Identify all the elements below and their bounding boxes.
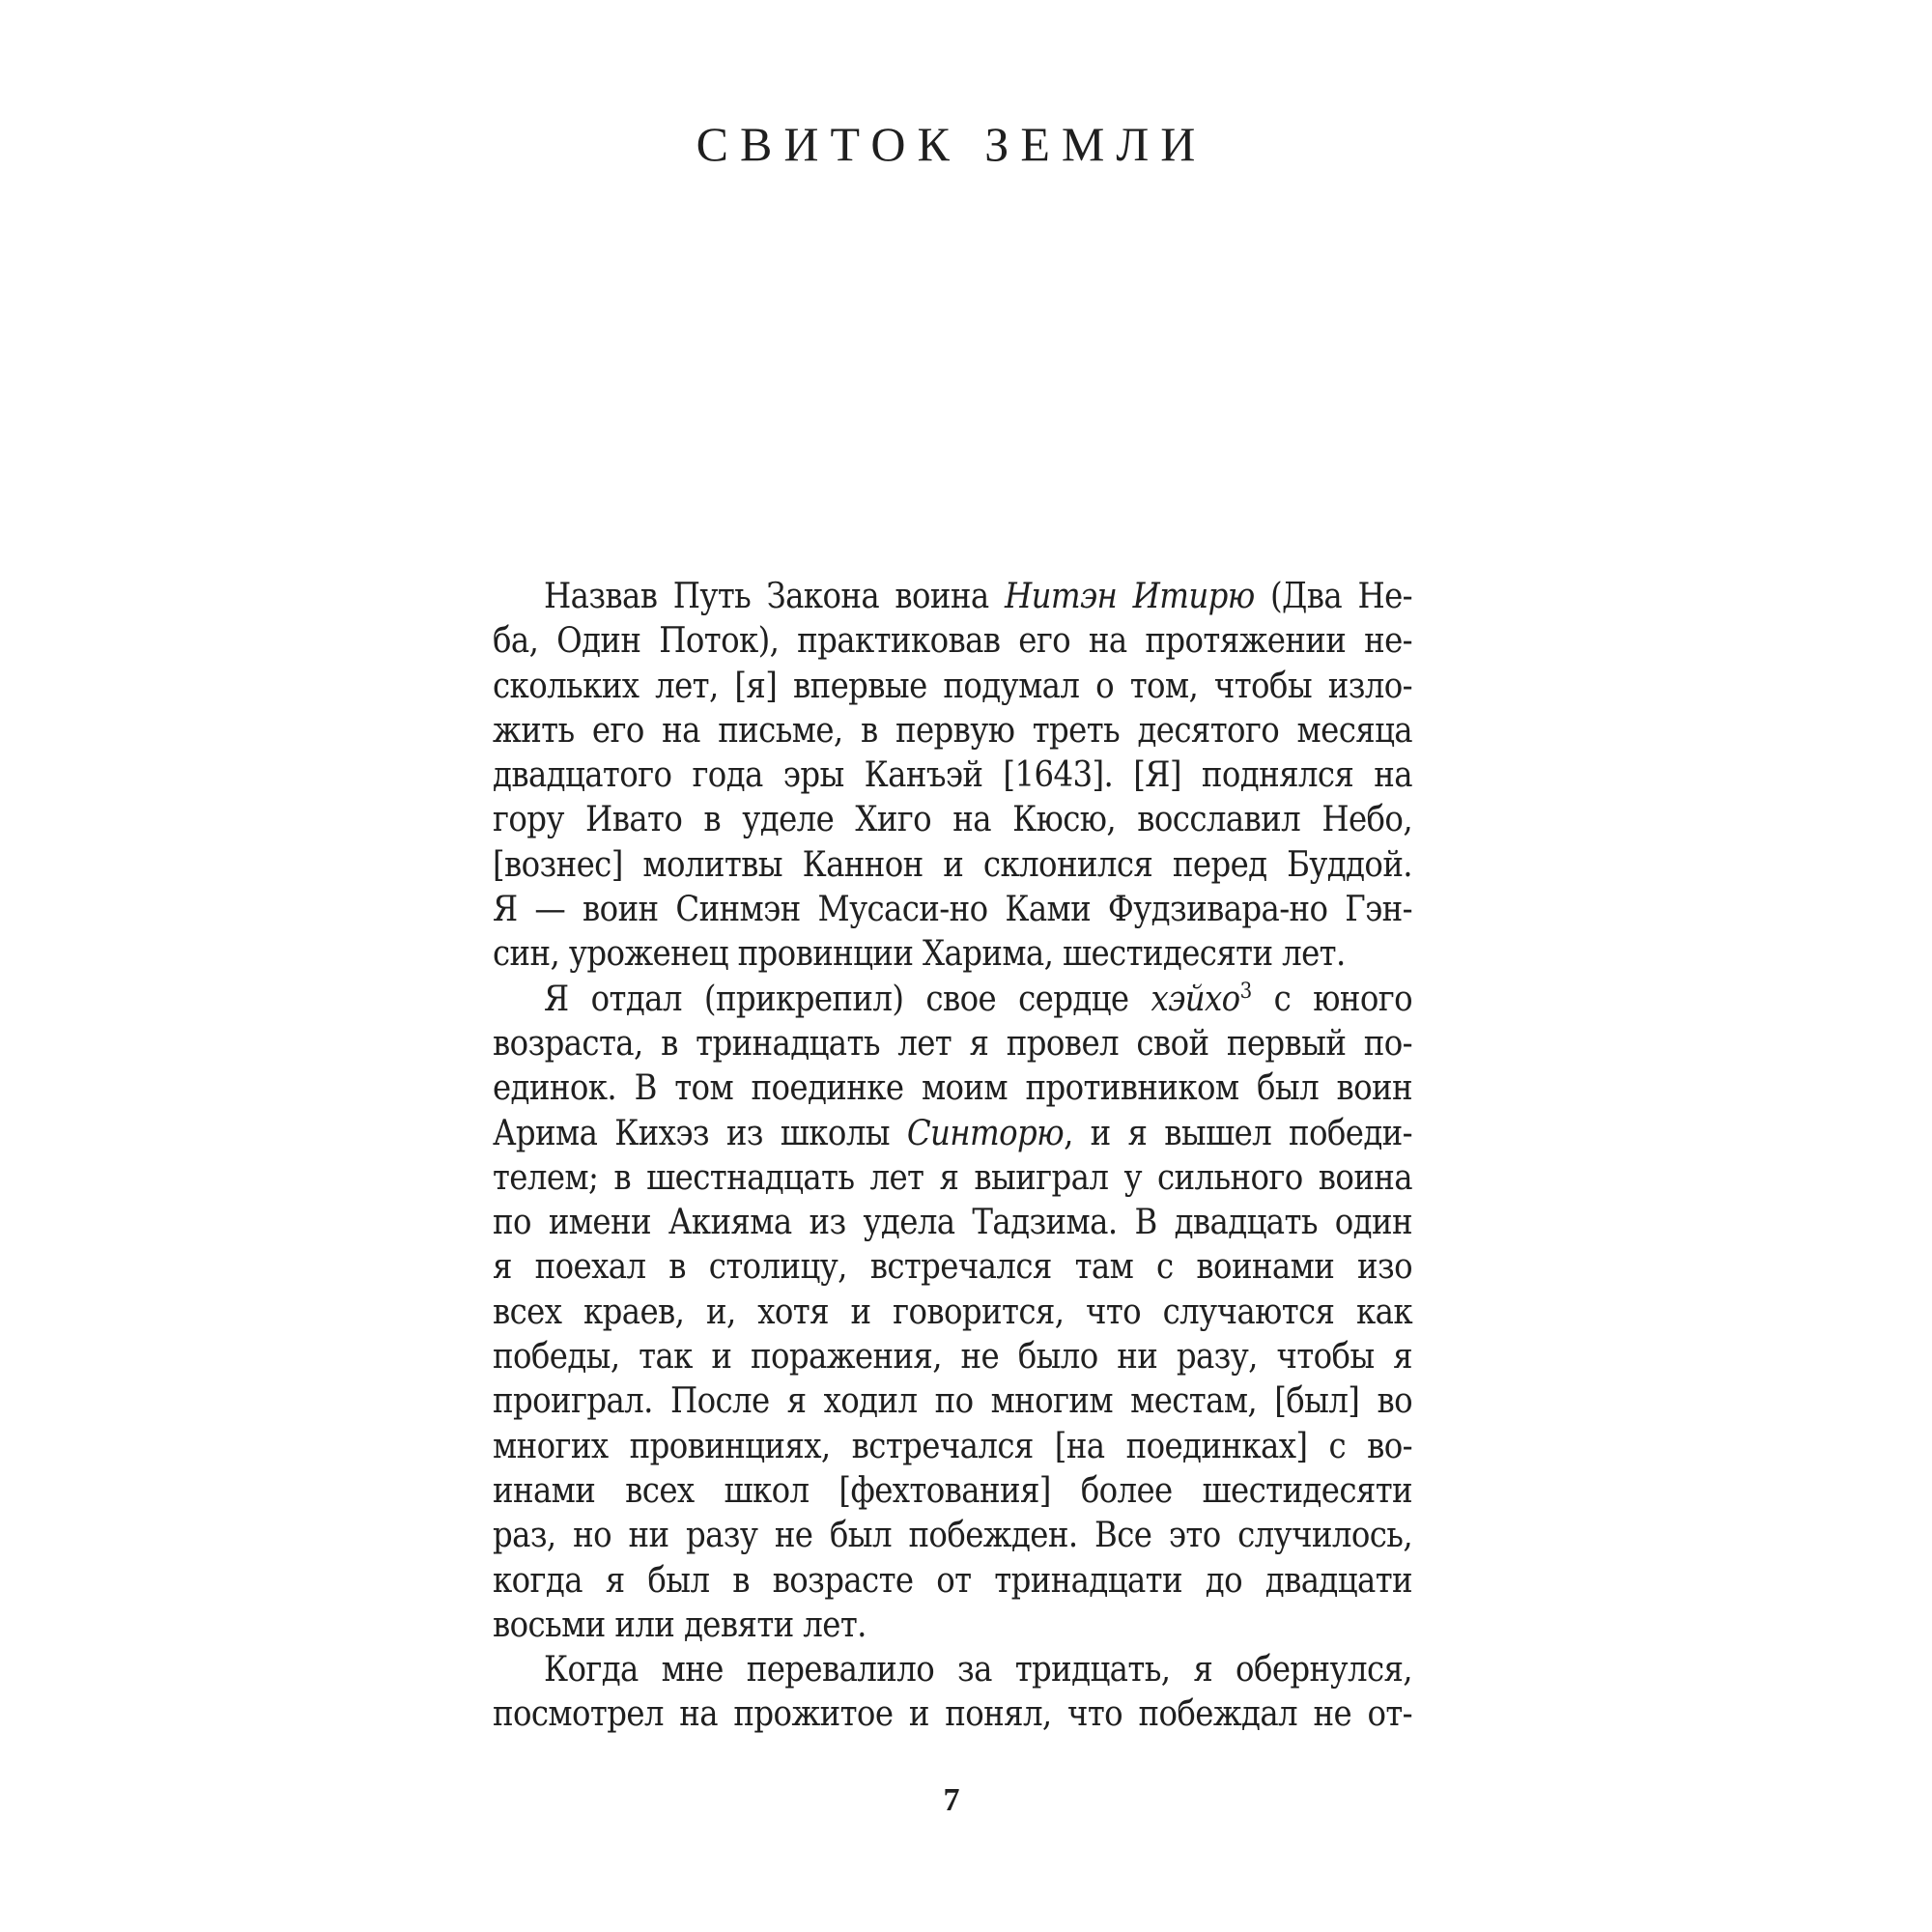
text-line: восьми или девяти лет. xyxy=(493,1605,867,1645)
text-line: Когда мне перевалило за тридцать, я обернулся, xyxy=(544,1650,1412,1690)
text-line: по имени Акияма из удела Тадзима. В двадцать один xyxy=(493,1203,1412,1243)
text-line: Назвав Путь Закона воина Нитэн Итирю (Два Не- xyxy=(544,577,1412,616)
text-line: посмотрел на прожитое и понял, что побеждал не от- xyxy=(493,1694,1412,1735)
text-line: двадцатого года эры Канъэй [1643]. [Я] поднялся на xyxy=(493,755,1412,796)
text-line: Арима Кихэз из школы Синторю, и я вышел победи- xyxy=(493,1113,1412,1153)
text-line: [вознес] молитвы Каннон и склонился перед Буддой. xyxy=(493,844,1412,885)
text-line: гору Ивато в уделе Хиго на Кюсю, восславил Небо, xyxy=(493,800,1412,840)
text-line: син, уроженец провинции Харима, шестидесяти лет. xyxy=(493,934,1346,975)
italic-term: хэйхо xyxy=(1151,979,1240,1019)
text-line: многих провинциях, встречался [на поединках] с во- xyxy=(493,1426,1412,1466)
italic-term: Нитэн Итирю xyxy=(1004,577,1255,616)
text-line: инами всех школ [фехтования] более шестидесяти xyxy=(493,1470,1412,1511)
text-line: телем; в шестнадцать лет я выиграл у сильного воина xyxy=(493,1157,1412,1198)
text-line: всех краев, и, хотя и говорится, что случаются как xyxy=(493,1292,1412,1332)
italic-term: Синторю xyxy=(906,1113,1065,1153)
text-line: проиграл. После я ходил по многим местам, [был] во xyxy=(493,1381,1412,1422)
text-line: единок. В том поединке моим противником был воин xyxy=(493,1068,1412,1109)
text-line: победы, так и поражения, не было ни разу, чтобы я xyxy=(493,1337,1412,1378)
text-line: жить его на письме, в первую треть десятого месяца xyxy=(493,710,1412,751)
text-line: я поехал в столицу, встречался там с воинами изо xyxy=(493,1247,1412,1288)
text-line: раз, но ни разу не был побежден. Все это случилось, xyxy=(493,1516,1412,1556)
page-number: 7 xyxy=(943,1782,960,1818)
text-line: возраста, в тринадцать лет я провел свой первый по- xyxy=(493,1023,1412,1064)
body-text xyxy=(493,575,1412,1738)
text-line: Я отдал (прикрепил) свое сердце хэйхо$^3$ с юного xyxy=(544,979,1412,1019)
text-line: Я — воин Синмэн Мусаси-но Ками Фудзивара-но Гэн- xyxy=(493,890,1412,930)
chapter-title: СВИТОК ЗЕМЛИ xyxy=(696,117,1208,171)
text-line: когда я был в возрасте от тринадцати до двадцати xyxy=(493,1560,1412,1601)
text-line: ба, Один Поток), практиковав его на протяжении не- xyxy=(493,621,1412,662)
footnote-marker: 3 xyxy=(1239,979,1252,1004)
text-line: скольких лет, [я] впервые подумал о том, чтобы изло- xyxy=(493,666,1412,706)
